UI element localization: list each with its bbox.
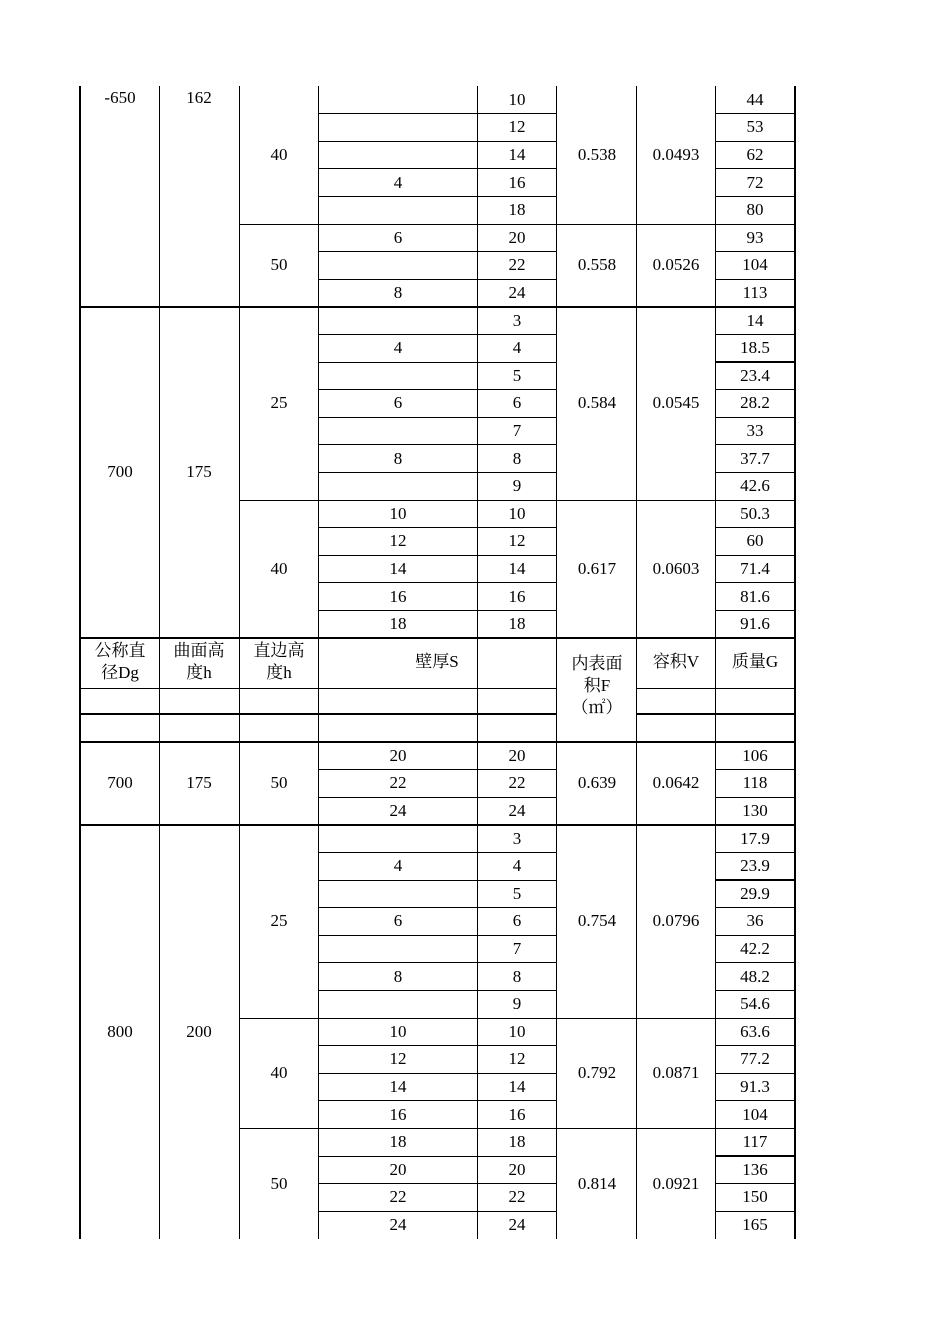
- volume-cell: 0.0921: [652, 1173, 700, 1193]
- column-border: [636, 307, 637, 638]
- column-border: [636, 86, 637, 307]
- mass-cell: 91.6: [740, 614, 770, 634]
- mass-cell: 54.6: [740, 994, 770, 1014]
- thickness-cell: 6: [512, 393, 522, 413]
- mass-cell: 117: [742, 1132, 768, 1152]
- thickness-row-border: [318, 852, 556, 853]
- thickness-row-border: [318, 1156, 556, 1157]
- mass-cell: 81.6: [740, 586, 770, 606]
- thickness-row-border: [318, 417, 556, 418]
- header-mass: 质量G: [731, 652, 779, 671]
- thickness-cell: 24: [508, 801, 526, 820]
- mass-cell: 62: [746, 145, 764, 164]
- curve-height-cell: 200: [186, 1021, 212, 1041]
- thickness-cell: 22: [508, 1187, 526, 1207]
- mass-row-border: [715, 610, 795, 611]
- volume-cell: 0.0493: [652, 145, 700, 164]
- column-border: [239, 742, 240, 825]
- thickness-nominal-cell: 4: [393, 172, 403, 192]
- thickness-cell: 12: [508, 1049, 526, 1069]
- thickness-row-border: [318, 1100, 556, 1101]
- nominal-diameter-cell: 700: [107, 773, 133, 793]
- column-border: [794, 825, 796, 1239]
- header-row-border: [636, 713, 795, 715]
- column-border: [794, 742, 796, 825]
- thickness-row-border: [318, 1183, 556, 1184]
- thickness-row-border: [318, 141, 556, 142]
- header-column-border: [636, 638, 637, 742]
- thickness-row-border: [318, 196, 556, 197]
- header-bottom-border: [80, 741, 795, 743]
- thickness-cell: 10: [508, 503, 526, 523]
- thickness-row-border: [318, 527, 556, 528]
- thickness-cell: 3: [512, 828, 522, 848]
- volume-cell: 0.0603: [652, 559, 700, 578]
- thickness-nominal-cell: 8: [393, 966, 403, 986]
- mass-row-border: [715, 990, 795, 991]
- volume-cell: 0.0642: [652, 773, 700, 793]
- straight-height-cell: 50: [270, 255, 288, 275]
- mass-row-border: [715, 472, 795, 473]
- mass-cell: 42.2: [740, 939, 770, 958]
- mass-cell: 80: [746, 200, 764, 220]
- mass-cell: 165: [742, 1215, 768, 1234]
- volume-cell: 0.0871: [652, 1063, 700, 1083]
- inner-area-cell: 0.617: [577, 559, 617, 578]
- mass-row-border: [715, 907, 795, 908]
- thickness-nominal-cell: 24: [389, 1215, 407, 1234]
- curve-height-cell: 175: [186, 773, 212, 793]
- mass-cell: 53: [746, 117, 764, 137]
- mass-cell: 36: [746, 911, 764, 931]
- thickness-row-border: [318, 279, 556, 280]
- thickness-cell: 6: [512, 911, 522, 931]
- mass-row-border: [715, 769, 795, 770]
- mass-cell: 63.6: [740, 1021, 770, 1041]
- section-border: [239, 1128, 795, 1129]
- thickness-nominal-cell: 4: [393, 856, 403, 876]
- thickness-cell: 22: [508, 773, 526, 793]
- thickness-cell: 24: [508, 283, 526, 302]
- mass-row-border: [715, 555, 795, 556]
- column-border: [318, 86, 319, 307]
- mass-row-border: [715, 1183, 795, 1184]
- inner-area-cell: 0.639: [577, 773, 617, 793]
- straight-height-cell: 50: [270, 773, 288, 793]
- thickness-row-border: [318, 610, 556, 611]
- inner-area-cell: 0.584: [577, 393, 617, 413]
- mass-cell: 23.4: [740, 365, 770, 385]
- header-inner-area: 内表面: [571, 654, 623, 673]
- thickness-nominal-cell: 14: [389, 559, 407, 578]
- header-column-border: [477, 638, 478, 742]
- thickness-cell: 3: [512, 310, 522, 330]
- mass-cell: 71.4: [740, 559, 770, 578]
- mass-row-border: [715, 582, 795, 583]
- thickness-row-border: [318, 935, 556, 936]
- thickness-nominal-cell: 22: [389, 1187, 407, 1207]
- header-row-border: [636, 688, 795, 689]
- thickness-row-border: [318, 168, 556, 169]
- thickness-row-border: [318, 251, 556, 252]
- mass-row-border: [715, 279, 795, 280]
- mass-row-border: [715, 962, 795, 963]
- mass-cell: 44: [746, 89, 764, 109]
- mass-cell: 118: [742, 773, 768, 793]
- column-border: [159, 86, 160, 307]
- mass-cell: 113: [742, 283, 768, 302]
- column-border: [79, 307, 81, 638]
- block-border: [80, 306, 795, 308]
- mass-row-border: [715, 334, 795, 335]
- thickness-nominal-cell: 14: [389, 1077, 407, 1096]
- mass-cell: 91.3: [740, 1077, 770, 1096]
- header-column-border: [318, 638, 319, 742]
- mass-row-border: [715, 527, 795, 528]
- section-border: [239, 1018, 795, 1019]
- thickness-cell: 9: [512, 476, 522, 496]
- inner-area-cell: 0.792: [577, 1063, 617, 1083]
- thickness-nominal-cell: 22: [389, 773, 407, 793]
- nominal-diameter-cell: -650: [104, 88, 136, 107]
- mass-cell: 104: [742, 255, 768, 275]
- straight-height-cell: 25: [270, 911, 288, 931]
- nominal-diameter-cell: 800: [107, 1021, 133, 1041]
- header-nominal-diameter: 径Dg: [101, 663, 139, 682]
- header-straight-height: 直边高: [253, 641, 305, 660]
- straight-height-cell: 50: [270, 1173, 288, 1193]
- header-curve-height: 度h: [186, 663, 212, 682]
- mass-cell: 50.3: [740, 503, 770, 523]
- thickness-cell: 12: [508, 531, 526, 551]
- mass-row-border: [715, 168, 795, 169]
- thickness-nominal-cell: 10: [389, 503, 407, 523]
- header-column-border: [79, 638, 81, 742]
- thickness-nominal-cell: 24: [389, 801, 407, 820]
- thickness-cell: 9: [512, 994, 522, 1014]
- header-column-border: [715, 638, 716, 742]
- thickness-row-border: [318, 880, 556, 881]
- column-border: [239, 86, 240, 307]
- straight-height-cell: 25: [270, 393, 288, 413]
- curve-height-cell: 162: [186, 88, 212, 107]
- thickness-cell: 16: [508, 172, 526, 192]
- thickness-row-border: [318, 555, 556, 556]
- thickness-nominal-cell: 12: [389, 531, 407, 551]
- thickness-nominal-cell: 20: [389, 1159, 407, 1179]
- thickness-row-border: [318, 472, 556, 473]
- header-column-border: [159, 638, 160, 742]
- column-border: [79, 742, 81, 825]
- mass-cell: 14: [746, 310, 764, 330]
- mass-row-border: [715, 361, 795, 362]
- thickness-row-border: [318, 769, 556, 770]
- column-border: [556, 825, 557, 1239]
- thickness-cell: 5: [512, 365, 522, 385]
- column-border: [239, 825, 240, 1239]
- thickness-cell: 18: [508, 614, 526, 634]
- thickness-cell: 24: [508, 1215, 526, 1234]
- mass-cell: 150: [742, 1187, 768, 1207]
- mass-cell: 106: [742, 745, 768, 765]
- thickness-cell: 20: [508, 1159, 526, 1179]
- volume-cell: 0.0796: [652, 911, 700, 931]
- thickness-cell: 10: [508, 89, 526, 109]
- mass-cell: 77.2: [740, 1049, 770, 1069]
- column-border: [477, 742, 478, 825]
- mass-cell: 33: [746, 421, 764, 440]
- mass-cell: 37.7: [740, 448, 770, 468]
- thickness-nominal-cell: 18: [389, 1132, 407, 1152]
- thickness-nominal-cell: 16: [389, 1104, 407, 1124]
- thickness-cell: 4: [512, 856, 522, 876]
- thickness-nominal-cell: 12: [389, 1049, 407, 1069]
- thickness-row-border: [318, 362, 556, 363]
- thickness-cell: 18: [508, 1132, 526, 1152]
- thickness-nominal-cell: 18: [389, 614, 407, 634]
- thickness-row-border: [318, 582, 556, 583]
- thickness-cell: 14: [508, 145, 526, 164]
- thickness-nominal-cell: 4: [393, 338, 403, 358]
- mass-cell: 42.6: [740, 476, 770, 496]
- thickness-row-border: [318, 1211, 556, 1212]
- mass-cell: 60: [746, 531, 764, 551]
- block-border: [80, 637, 795, 639]
- thickness-cell: 8: [512, 448, 522, 468]
- volume-cell: 0.0545: [652, 393, 700, 413]
- column-border: [715, 825, 716, 1239]
- mass-cell: 136: [742, 1159, 768, 1179]
- curve-height-cell: 175: [186, 462, 212, 482]
- column-border: [318, 825, 319, 1239]
- mass-cell: 130: [742, 801, 768, 820]
- mass-row-border: [715, 852, 795, 853]
- mass-row-border: [715, 879, 795, 880]
- column-border: [715, 86, 716, 307]
- thickness-cell: 5: [512, 883, 522, 903]
- column-border: [794, 307, 796, 638]
- header-thickness: 壁厚S: [415, 652, 459, 671]
- mass-row-border: [715, 1211, 795, 1212]
- thickness-cell: 12: [508, 117, 526, 137]
- thickness-cell: 20: [508, 745, 526, 765]
- thickness-nominal-cell: 8: [393, 448, 403, 468]
- thickness-cell: 8: [512, 966, 522, 986]
- thickness-nominal-cell: 6: [393, 227, 403, 247]
- mass-cell: 18.5: [740, 338, 770, 358]
- header-volume: 容积V: [652, 652, 700, 671]
- thickness-nominal-cell: 6: [393, 911, 403, 931]
- thickness-nominal-cell: 8: [393, 283, 403, 302]
- thickness-cell: 22: [508, 255, 526, 275]
- column-border: [318, 742, 319, 825]
- thickness-cell: 7: [512, 939, 522, 958]
- column-border: [715, 742, 716, 825]
- mass-cell: 48.2: [740, 966, 770, 986]
- column-border: [556, 742, 557, 825]
- thickness-nominal-cell: 10: [389, 1021, 407, 1041]
- thickness-cell: 10: [508, 1021, 526, 1041]
- column-border: [159, 825, 160, 1239]
- mass-row-border: [715, 113, 795, 114]
- mass-row-border: [715, 1045, 795, 1046]
- column-border: [636, 742, 637, 825]
- header-column-border: [556, 638, 557, 742]
- mass-cell: 93: [746, 227, 764, 247]
- inner-area-cell: 0.754: [577, 911, 617, 931]
- section-border: [239, 224, 795, 225]
- thickness-cell: 16: [508, 1104, 526, 1124]
- thickness-row-border: [318, 797, 556, 798]
- column-border: [79, 86, 81, 307]
- column-border: [159, 742, 160, 825]
- header-column-border: [794, 638, 796, 742]
- column-border: [318, 307, 319, 638]
- thickness-row-border: [318, 334, 556, 335]
- mass-cell: 72: [746, 172, 764, 192]
- mass-row-border: [715, 797, 795, 798]
- column-border: [794, 86, 796, 307]
- inner-area-cell: 0.538: [577, 145, 617, 164]
- nominal-diameter-cell: 700: [107, 462, 133, 482]
- mass-row-border: [715, 196, 795, 197]
- header-curve-height: 曲面高: [173, 641, 225, 660]
- thickness-cell: 4: [512, 338, 522, 358]
- column-border: [477, 307, 478, 638]
- mass-row-border: [715, 251, 795, 252]
- mass-cell: 29.9: [740, 883, 770, 903]
- column-border: [79, 825, 81, 1239]
- column-border: [159, 307, 160, 638]
- column-border: [239, 307, 240, 638]
- column-border: [715, 307, 716, 638]
- thickness-row-border: [318, 1073, 556, 1074]
- mass-cell: 28.2: [740, 393, 770, 413]
- header-row-border: [80, 713, 556, 715]
- mass-cell: 23.9: [740, 856, 770, 876]
- thickness-row-border: [318, 907, 556, 908]
- volume-cell: 0.0526: [652, 255, 700, 275]
- column-border: [477, 825, 478, 1239]
- mass-row-border: [715, 1073, 795, 1074]
- column-border: [477, 86, 478, 307]
- header-row-border: [80, 688, 556, 689]
- thickness-row-border: [318, 990, 556, 991]
- straight-height-cell: 40: [270, 1063, 288, 1083]
- mass-row-border: [715, 444, 795, 445]
- mass-cell: 104: [742, 1104, 768, 1124]
- thickness-row-border: [318, 1045, 556, 1046]
- section-border: [239, 500, 795, 501]
- mass-row-border: [715, 1100, 795, 1101]
- thickness-nominal-cell: 6: [393, 393, 403, 413]
- mass-row-border: [715, 389, 795, 390]
- thickness-nominal-cell: 20: [389, 745, 407, 765]
- column-border: [556, 86, 557, 307]
- straight-height-cell: 40: [270, 559, 288, 578]
- mass-row-border: [715, 141, 795, 142]
- straight-height-cell: 40: [270, 145, 288, 164]
- thickness-row-border: [318, 444, 556, 445]
- header-nominal-diameter: 公称直: [94, 641, 146, 660]
- header-inner-area: （㎡）: [571, 698, 623, 717]
- thickness-nominal-cell: 16: [389, 586, 407, 606]
- column-border: [556, 307, 557, 638]
- thickness-cell: 20: [508, 227, 526, 247]
- block-border: [80, 824, 795, 826]
- inner-area-cell: 0.814: [577, 1173, 617, 1193]
- thickness-row-border: [318, 113, 556, 114]
- mass-row-border: [715, 1155, 795, 1156]
- inner-area-cell: 0.558: [577, 255, 617, 275]
- mass-cell: 17.9: [740, 828, 770, 848]
- mass-row-border: [715, 935, 795, 936]
- header-straight-height: 度h: [266, 663, 292, 682]
- header-inner-area: 积F: [583, 676, 611, 695]
- header-column-border: [239, 638, 240, 742]
- thickness-cell: 18: [508, 200, 526, 220]
- thickness-row-border: [318, 962, 556, 963]
- mass-row-border: [715, 417, 795, 418]
- thickness-cell: 16: [508, 586, 526, 606]
- thickness-cell: 14: [508, 559, 526, 578]
- thickness-cell: 14: [508, 1077, 526, 1096]
- column-border: [636, 825, 637, 1239]
- thickness-row-border: [318, 389, 556, 390]
- thickness-cell: 7: [512, 421, 522, 440]
